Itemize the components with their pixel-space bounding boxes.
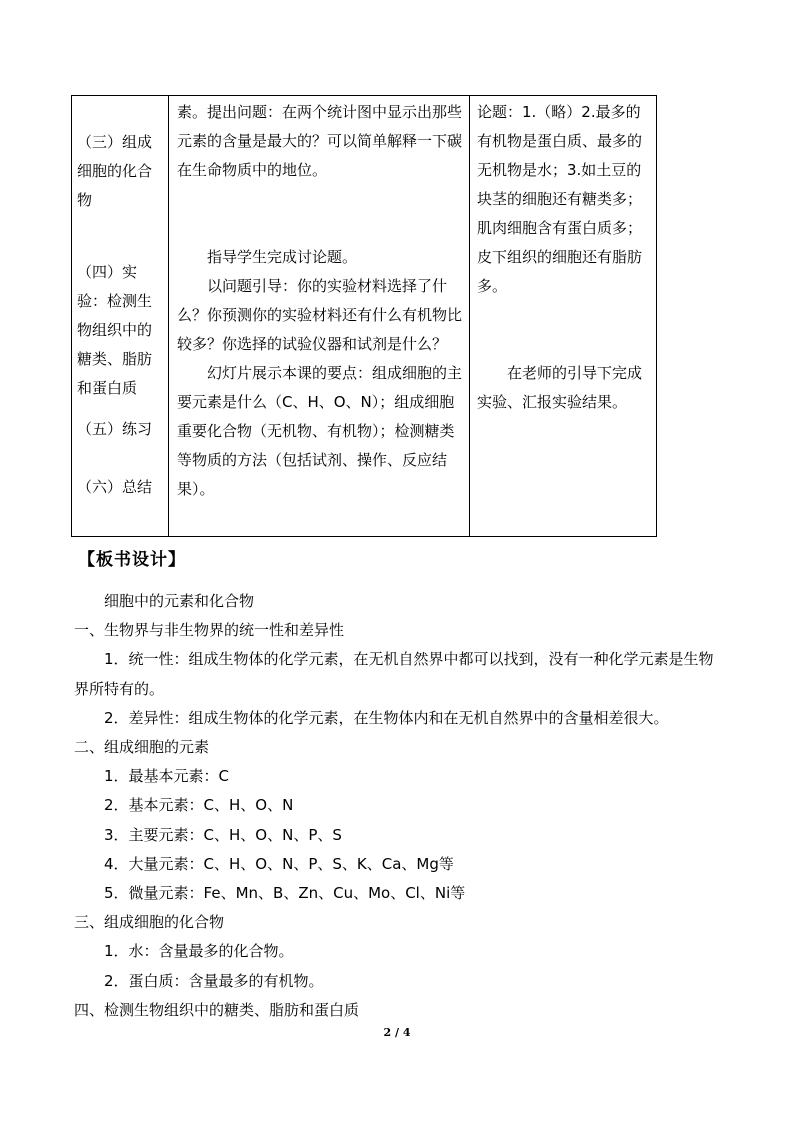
board-design-title: 【板书设计】 [78,550,186,570]
lesson-table [71,95,657,537]
item-2-5: 5．微量元素：Fe、Mn、B、Zn、Cu、Mo、Cl、Ni等 [104,884,466,903]
item-2-2: 2．基本元素：C、H、O、N [104,796,294,815]
student-text-2: 在老师的引导下完成实验、汇报实验结果。 [477,364,643,411]
column-divider [469,96,470,536]
item-2-4: 4．大量元素：C、H、O、N、P、S、K、Ca、Mg等 [104,854,454,873]
section-3: 三、组成细胞的化合物 [74,913,225,932]
item-1-1: 1．统一性：组成生物体的化学元素，在无机自然界中都可以找到，没有一种化学元素是生物界所特有的。 [74,650,714,698]
stage-3: （三）组成细胞的化合物 [77,133,153,209]
teacher-text-4: 幻灯片展示本课的要点：组成细胞的主要元素是什么（C、H、O、N）；组成细胞重要化合物（无机物、有机物）；检测糖类等物质的方法（包括试剂、操作、反应结果）。 [177,364,463,498]
section-4: 四、检测生物组织中的糖类、脂肪和蛋白质 [74,1000,360,1019]
item-2-1: 1．最基本元素：C [104,767,230,786]
table-col-stage [77,98,165,502]
item-3-2: 2．蛋白质：含量最多的有机物。 [104,971,324,990]
table-col-student [477,98,652,417]
section-1: 一、生物界与非生物界的统一性和差异性 [74,621,345,640]
page-number: 2 / 4 [383,1026,411,1039]
section-2: 二、组成细胞的元素 [74,738,210,757]
column-divider [168,96,169,536]
table-col-teacher [177,98,464,504]
teacher-text-2: 指导学生完成讨论题。 [207,248,358,266]
board-heading: 细胞中的元素和化合物 [104,592,255,610]
item-1-2: 2．差异性：组成生物体的化学元素，在生物体内和在无机自然界中的含量相差很大。 [104,708,669,727]
stage-6: （六）总结 [77,478,153,496]
item-2-3: 3．主要元素：C、H、O、N、P、S [104,825,342,844]
board-design-body [74,587,724,1025]
stage-4: （四）实验：检测生物组织中的糖类、脂肪和蛋白质 [77,263,153,397]
item-3-1: 1．水：含量最多的化合物。 [104,942,294,961]
teacher-text-1: 素。提出问题：在两个统计图中显示出那些元素的含量是最大的？可以简单解释一下碳在生命物质中的地位。 [177,103,463,179]
student-text-1: 论题：1.（略）2.最多的有机物是蛋白质、最多的无机物是水；3.如土豆的块茎的细胞还有糖类多；肌肉细胞含有蛋白质多；皮下组织的细胞还有脂肪多。 [477,103,643,295]
teacher-text-3: 以问题引导：你的实验材料选择了什么？你预测你的实验材料还有什么有机物比较多？你选择的试验仪器和试剂是什么？ [177,277,463,353]
stage-5: （五）练习 [77,420,153,438]
